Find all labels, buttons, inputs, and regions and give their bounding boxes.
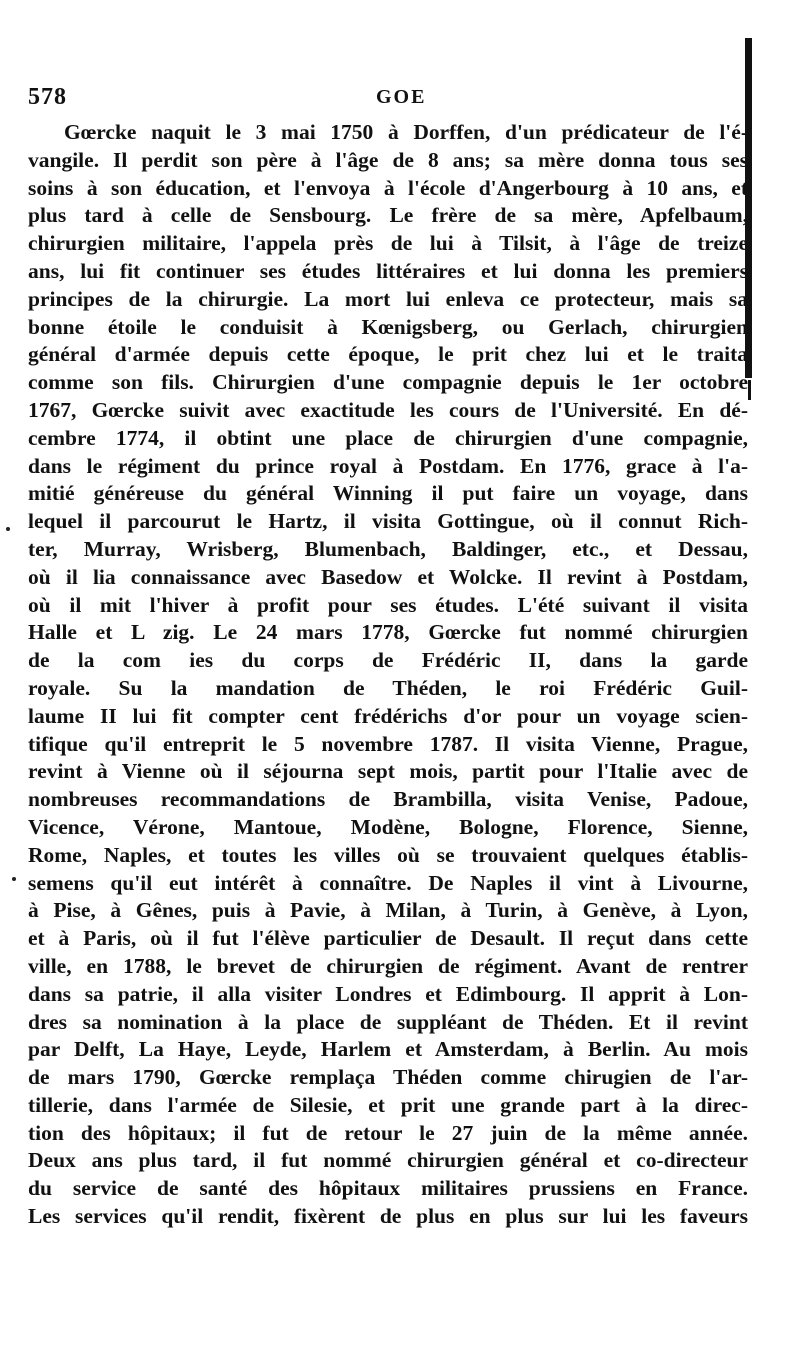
text-line: dans le régiment du prince royal à Postdam. En 1776, grace à l'a- (28, 453, 748, 478)
text-line: de mars 1790, Gœrcke remplaça Théden comme chirugien de l'ar- (28, 1065, 748, 1090)
text-line: Gœrcke naquit le 3 mai 1750 à Dorffen, d'un prédicateur de l'é- (64, 120, 748, 144)
text-line: nombreuses recommandations de Brambilla, visita Venise, Padoue, (28, 787, 748, 812)
text-line: lequel il parcourut le Hartz, il visita Gottingue, où il connut Rich- (28, 509, 748, 534)
text-line: où il lia connaissance avec Basedow et Wolcke. Il revint à Postdam, (28, 564, 748, 589)
text-line: dans sa patrie, il alla visiter Londres et Edimbourg. Il apprit à Lon- (28, 981, 748, 1006)
text-line: du service de santé des hôpitaux militaires prussiens en France. (28, 1176, 748, 1201)
running-head: GOE (376, 86, 427, 108)
text-line: royale. Su la mandation de Théden, le roi Frédéric Guil- (28, 675, 748, 700)
text-line: dres sa nomination à la place de suppléant de Théden. Et il revint (28, 1009, 748, 1034)
text-line: de la com ies du corps de Frédéric II, dans la garde (28, 648, 748, 673)
page-header (28, 84, 758, 114)
text-line: à Pise, à Gênes, puis à Pavie, à Milan, à Turin, à Genève, à Lyon, (28, 898, 748, 923)
margin-mark (6, 527, 10, 531)
text-line: principes de la chirurgie. La mort lui enleva ce protecteur, mais sa (28, 286, 748, 311)
text-line: 1767, Gœrcke suivit avec exactitude les cours de l'Université. En dé- (28, 397, 748, 422)
text-line: plus tard à celle de Sensbourg. Le frère de sa mère, Apfelbaum, (28, 203, 748, 228)
text-line: Vicence, Vérone, Mantoue, Modène, Bologne, Florence, Sienne, (28, 814, 748, 839)
text-line: ville, en 1788, le brevet de chirurgien de régiment. Avant de rentrer (28, 953, 748, 978)
text-line: Deux ans plus tard, il fut nommé chirurgien général et co-directeur (28, 1148, 748, 1173)
text-line: bonne étoile le conduisit à Kœnigsberg, ou Gerlach, chirurgien (28, 314, 748, 339)
text-line: comme son fils. Chirurgien d'une compagnie depuis le 1er octobre (28, 370, 748, 395)
text-line: tifique qu'il entreprit le 5 novembre 1787. Il visita Vienne, Prague, (28, 731, 748, 756)
page-number: 578 (28, 84, 67, 110)
page-edge-rule-lower (748, 380, 751, 400)
text-line: ter, Murray, Wrisberg, Blumenbach, Baldinger, etc., et Dessau, (28, 536, 748, 561)
text-line: Halle et L zig. Le 24 mars 1778, Gœrcke fut nommé chirurgien (28, 620, 748, 645)
text-line: général d'armée depuis cette époque, le prit chez lui et le traita (28, 342, 748, 367)
text-line: tion des hôpitaux; il fut de retour le 27 juin de la même année. (28, 1120, 748, 1145)
text-line: soins à son éducation, et l'envoya à l'école d'Angerbourg à 10 ans, et (28, 175, 748, 200)
text-line: vangile. Il perdit son père à l'âge de 8 ans; sa mère donna tous ses (28, 147, 748, 172)
text-line: par Delft, La Haye, Leyde, Harlem et Amsterdam, à Berlin. Au mois (28, 1037, 748, 1062)
text-line: Les services qu'il rendit, fixèrent de plus en plus sur lui les faveurs (28, 1204, 748, 1229)
text-line: cembre 1774, il obtint une place de chirurgien d'une compagnie, (28, 425, 748, 450)
text-line: chirurgien militaire, l'appela près de lui à Tilsit, à l'âge de treize (28, 231, 748, 256)
text-line: mitié généreuse du général Winning il put faire un voyage, dans (28, 481, 748, 506)
text-line: et à Paris, où il fut l'élève particulier de Desault. Il reçut dans cette (28, 926, 748, 951)
text-line: revint à Vienne où il séjourna sept mois, partit pour l'Italie avec de (28, 759, 748, 784)
text-line: semens qu'il eut intérêt à connaître. De Naples il vint à Livourne, (28, 870, 748, 895)
margin-mark (12, 877, 16, 881)
text-line: laume II lui fit compter cent frédérichs d'or pour un voyage scien- (28, 703, 748, 728)
text-line: ans, lui fit continuer ses études littéraires et lui donna les premiers (28, 258, 748, 283)
text-line: où il mit l'hiver à profit pour ses études. L'été suivant il visita (28, 592, 748, 617)
text-line: tillerie, dans l'armée de Silesie, et prit une grande part à la direc- (28, 1092, 748, 1117)
body-text (28, 119, 748, 1231)
text-line: Rome, Naples, et toutes les villes où se trouvaient quelques établis- (28, 842, 748, 867)
